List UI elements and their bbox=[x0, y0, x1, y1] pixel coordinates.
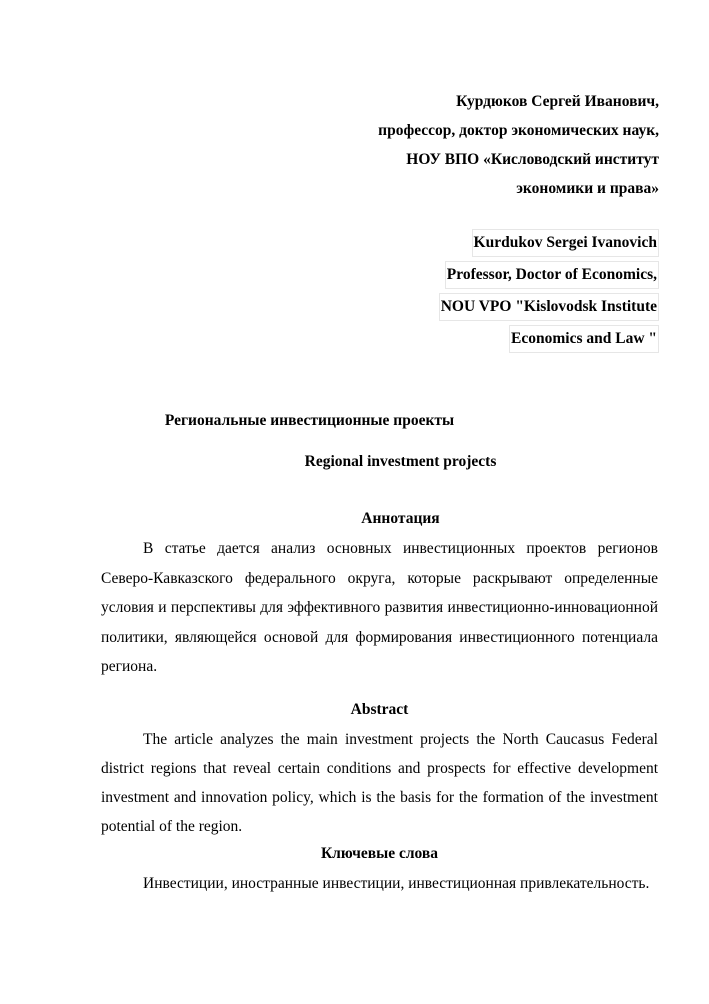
annotation-heading: Аннотация bbox=[361, 510, 440, 527]
author-block-ru bbox=[378, 87, 659, 203]
author-org-ru-line1: НОУ ВПО «Кисловодский институт bbox=[406, 151, 659, 168]
author-org-en-line2: Economics and Law " bbox=[509, 325, 659, 353]
author-block-en bbox=[439, 228, 659, 356]
author-name-ru: Курдюков Сергей Иванович, bbox=[456, 93, 659, 110]
author-org-en-line1: NOU VPO "Kislovodsk Institute bbox=[439, 293, 659, 321]
annotation-text: В статье дается анализ основных инвестиционных проектов регионов Северо-Кавказского федерального округа, которые раскрывают определенные условия и перспективы для эффективного развития инвестиционно-инновационной политики, являющейся основой для формирования инвестиционного потенциала региона. bbox=[101, 540, 658, 675]
keywords-text: Инвестиции, иностранные инвестиции, инвестиционная привлекательность. bbox=[143, 875, 650, 892]
author-name-en: Kurdukov Sergei Ivanovich bbox=[472, 229, 659, 257]
abstract-text: The article analyzes the main investment projects the North Caucasus Federal district regions that reveal certain conditions and prospects for effective development investment and innovation policy, which is the basis for the formation of the investment potential of the region. bbox=[101, 731, 658, 835]
author-position-ru: профессор, доктор экономических наук, bbox=[378, 122, 659, 139]
title-en: Regional investment projects bbox=[304, 453, 497, 470]
abstract-heading: Abstract bbox=[350, 701, 409, 718]
title-ru: Региональные инвестиционные проекты bbox=[164, 412, 455, 429]
author-position-en: Professor, Doctor of Economics, bbox=[445, 261, 659, 289]
keywords-heading: Ключевые слова bbox=[320, 845, 439, 862]
author-org-ru-line2: экономики и права» bbox=[516, 180, 659, 197]
